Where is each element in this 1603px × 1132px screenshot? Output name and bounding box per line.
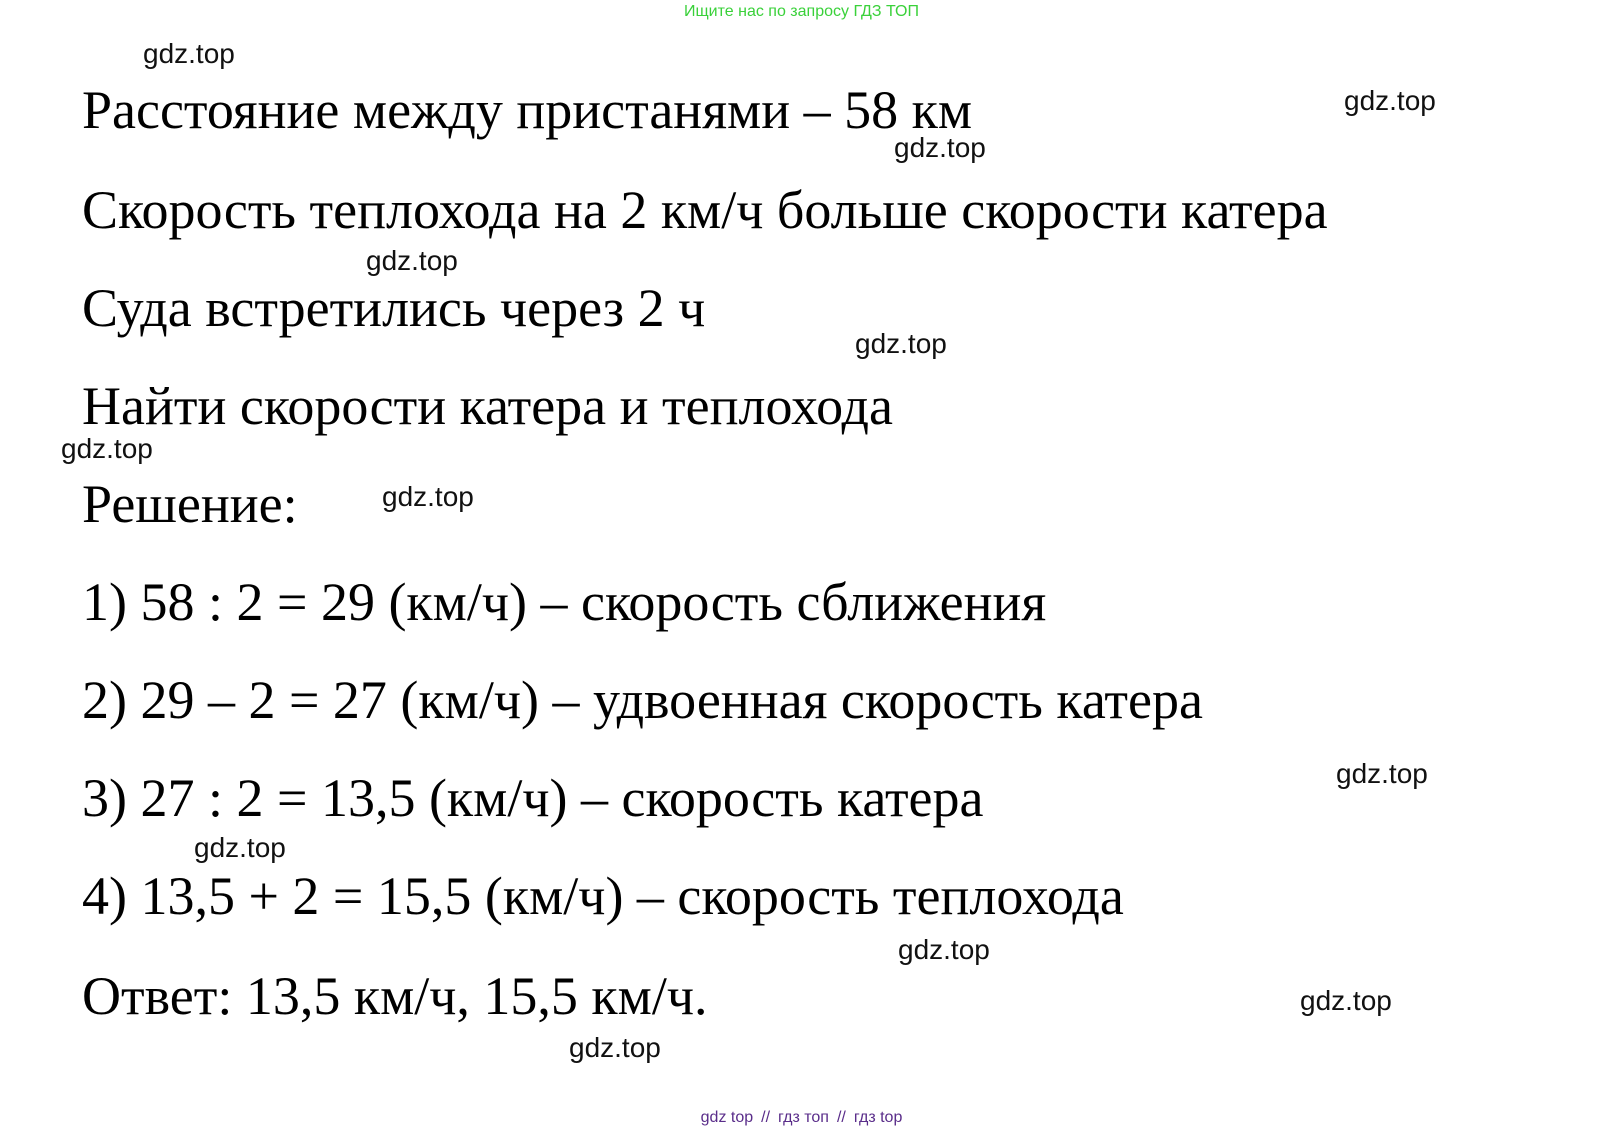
problem-distance: Расстояние между пристанями – 58 км: [82, 80, 973, 140]
watermark: gdz.top: [1300, 985, 1392, 1016]
watermark: gdz.top: [1336, 758, 1428, 789]
problem-meeting-time: Суда встретились через 2 ч: [82, 278, 706, 338]
solution-heading: Решение:: [82, 474, 298, 534]
footer-links: [0, 1108, 1603, 1128]
solution-step-4: 4) 13,5 + 2 = 15,5 (км/ч) – скорость теплохода: [82, 866, 1124, 926]
header-banner: Ищите нас по запросу ГДЗ ТОП: [684, 3, 919, 20]
watermark: gdz.top: [61, 433, 153, 464]
solution-answer: Ответ: 13,5 км/ч, 15,5 км/ч.: [82, 966, 708, 1026]
solution-step-3: 3) 27 : 2 = 13,5 (км/ч) – скорость катера: [82, 768, 984, 828]
watermark: gdz.top: [898, 934, 990, 965]
watermark: gdz.top: [569, 1032, 661, 1063]
watermark: gdz.top: [1344, 85, 1436, 116]
footer-separator: //: [836, 1109, 846, 1126]
watermark: gdz.top: [855, 328, 947, 359]
watermark: gdz.top: [143, 38, 235, 69]
footer-text-2: гдз топ: [778, 1109, 829, 1126]
solution-step-1: 1) 58 : 2 = 29 (км/ч) – скорость сближения: [82, 572, 1047, 632]
watermark: gdz.top: [366, 245, 458, 276]
problem-question: Найти скорости катера и теплохода: [82, 376, 893, 436]
problem-speed-difference: Скорость теплохода на 2 км/ч больше скорости катера: [82, 180, 1328, 240]
footer-separator: //: [761, 1109, 771, 1126]
watermark: gdz.top: [894, 132, 986, 163]
watermark: gdz.top: [382, 481, 474, 512]
footer-text-1: gdz top: [700, 1109, 754, 1126]
footer-text-3: гдз top: [853, 1109, 903, 1126]
solution-step-2: 2) 29 – 2 = 27 (км/ч) – удвоенная скорость катера: [82, 670, 1203, 730]
watermark: gdz.top: [194, 832, 286, 863]
